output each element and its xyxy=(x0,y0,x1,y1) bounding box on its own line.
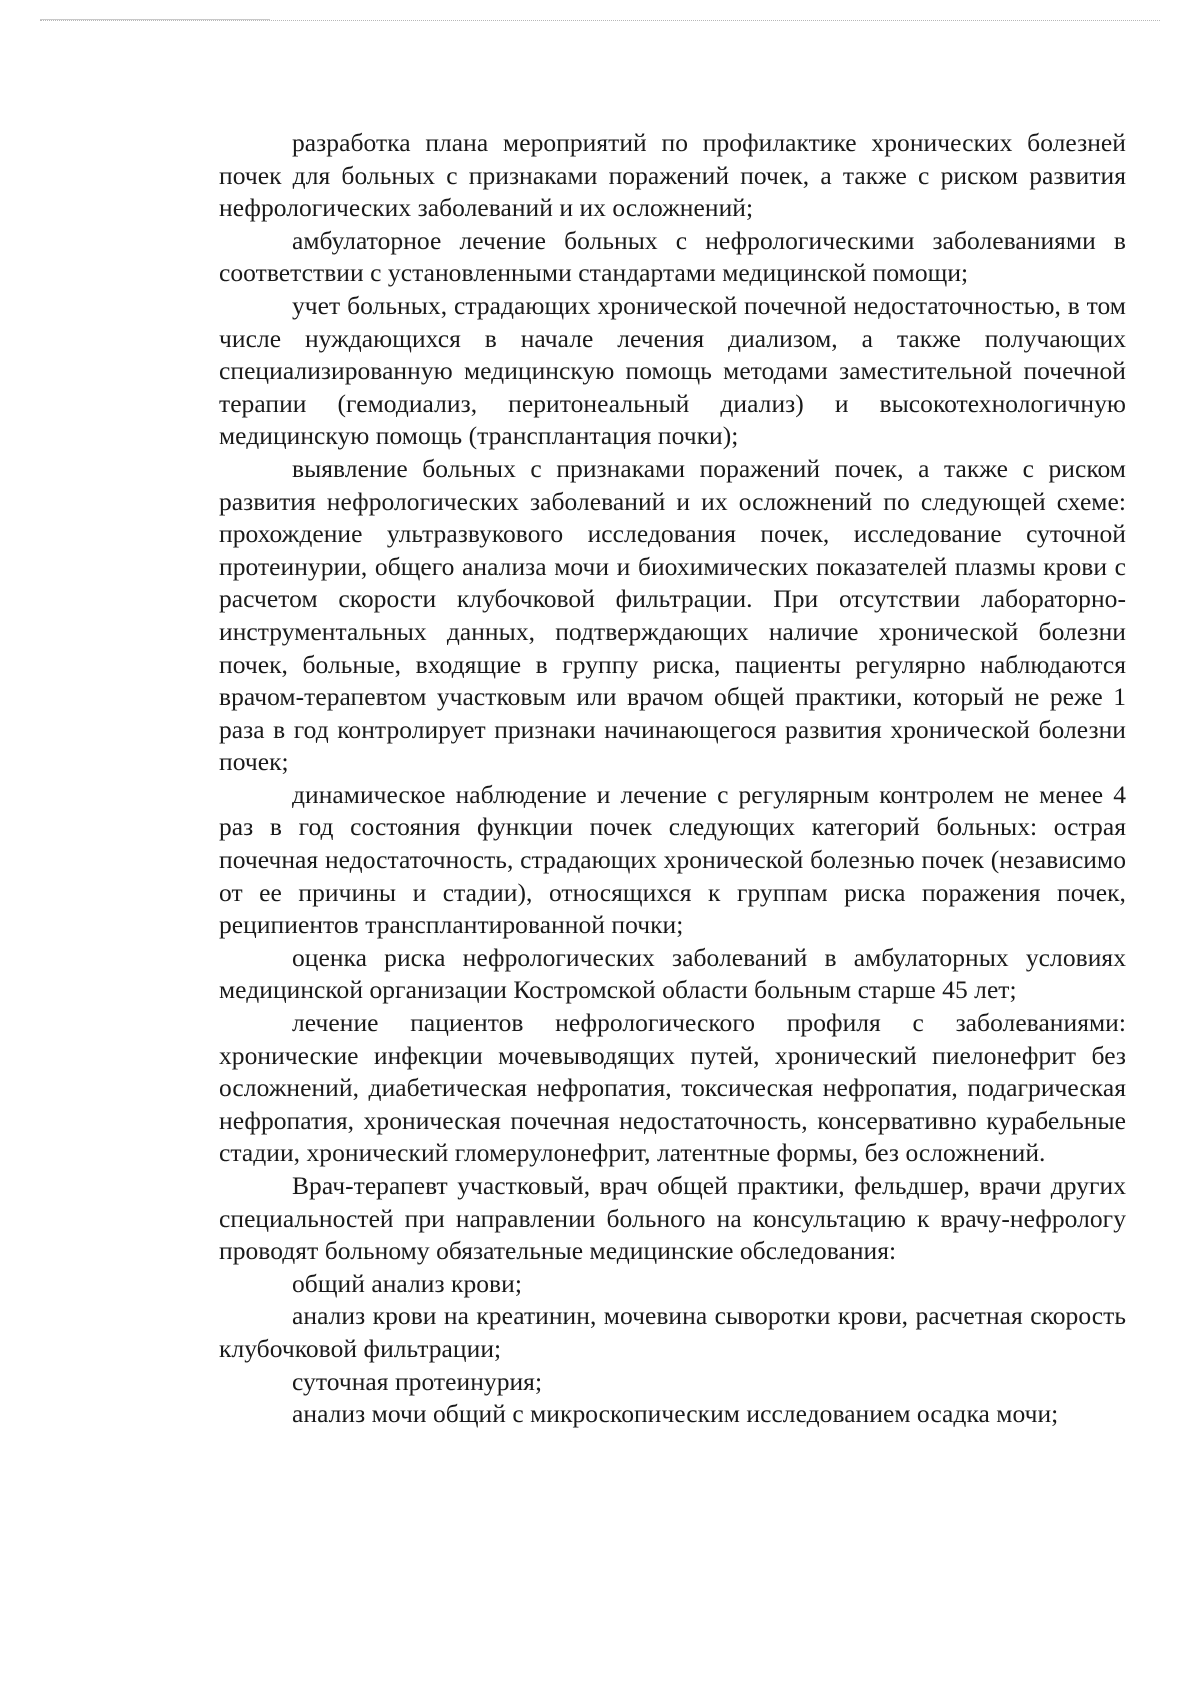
paragraph-nephrology-treatment: лечение пациентов нефрологического профиля с заболеваниями: хронические инфекции мочевыводящих путей, хронический пиелонефрит без осложнений, диабетическая нефропатия, токсическая нефропатия, подагрическая нефропатия, хроническая почечная недостаточность, консервативно курабельные стадии, хронический гломерулонефрит, латентные формы, без осложнений. xyxy=(219,1008,1126,1168)
paragraph-prevention-plan: разработка плана мероприятий по профилактике хронических болезней почек для больных с признаками поражений почек, а также с риском развития нефрологических заболеваний и их осложнений; xyxy=(219,128,1126,223)
paragraph-patient-detection: выявление больных с признаками поражений почек, а также с риском развития нефрологических заболеваний и их осложнений по следующей схеме: прохождение ультразвукового исследования почек, исследование суточной протеинурии, общего анализа мочи и биохимических показателей плазмы крови с расчетом скорости клубочковой фильтрации. При отсутствии лабораторно-инструментальных данных, подтверждающих наличие хронической болезни почек, больные, входящие в группу риска, пациенты регулярно наблюдаются врачом-терапевтом участковым или врачом общей практики, который не реже 1 раза в год контролирует признаки начинающегося развития хронической болезни почек; xyxy=(219,453,1126,777)
paragraph-outpatient-treatment: амбулаторное лечение больных с нефрологическими заболеваниями в соответствии с установленными стандартами медицинской помощи; xyxy=(219,225,1126,288)
list-item-urinalysis: анализ мочи общий с микроскопическим исследованием осадка мочи; xyxy=(292,1399,1059,1429)
paragraph-patient-registry: учет больных, страдающих хронической почечной недостаточностью, в том числе нуждающихся в начале лечения диализом, а также получающих специализированную медицинскую помощь методами заместительной почечной терапии (гемодиализ, перитонеальный диализ) и высокотехнологичную медицинскую помощь (трансплантация почки); xyxy=(219,290,1126,451)
paragraph-dynamic-monitoring: динамическое наблюдение и лечение с регулярным контролем не менее 4 раз в год состояния функции почек следующих категорий больных: острая почечная недостаточность, страдающих хронической болезнью почек (независимо от ее причины и стадии), относящихся к группам риска поражения почек, реципиентов трансплантированной почки; xyxy=(219,779,1126,940)
document-body xyxy=(219,127,1126,1431)
paragraph-referral-requirements: Врач-терапевт участковый, врач общей практики, фельдшер, врачи других специальностей при направлении больного на консультацию к врачу-нефрологу проводят больному обязательные медицинские обследования: xyxy=(219,1171,1126,1266)
paragraph-risk-assessment: оценка риска нефрологических заболеваний в амбулаторных условиях медицинской организации Костромской области больным старше 45 лет; xyxy=(219,942,1126,1005)
list-item-creatinine-test: анализ крови на креатинин, мочевина сыворотки крови, расчетная скорость клубочковой фильтрации; xyxy=(219,1301,1126,1363)
list-item-proteinuria: суточная протеинурия; xyxy=(292,1366,543,1396)
list-item-blood-test: общий анализ крови; xyxy=(292,1268,522,1298)
scan-top-dotted-line xyxy=(40,20,1160,21)
